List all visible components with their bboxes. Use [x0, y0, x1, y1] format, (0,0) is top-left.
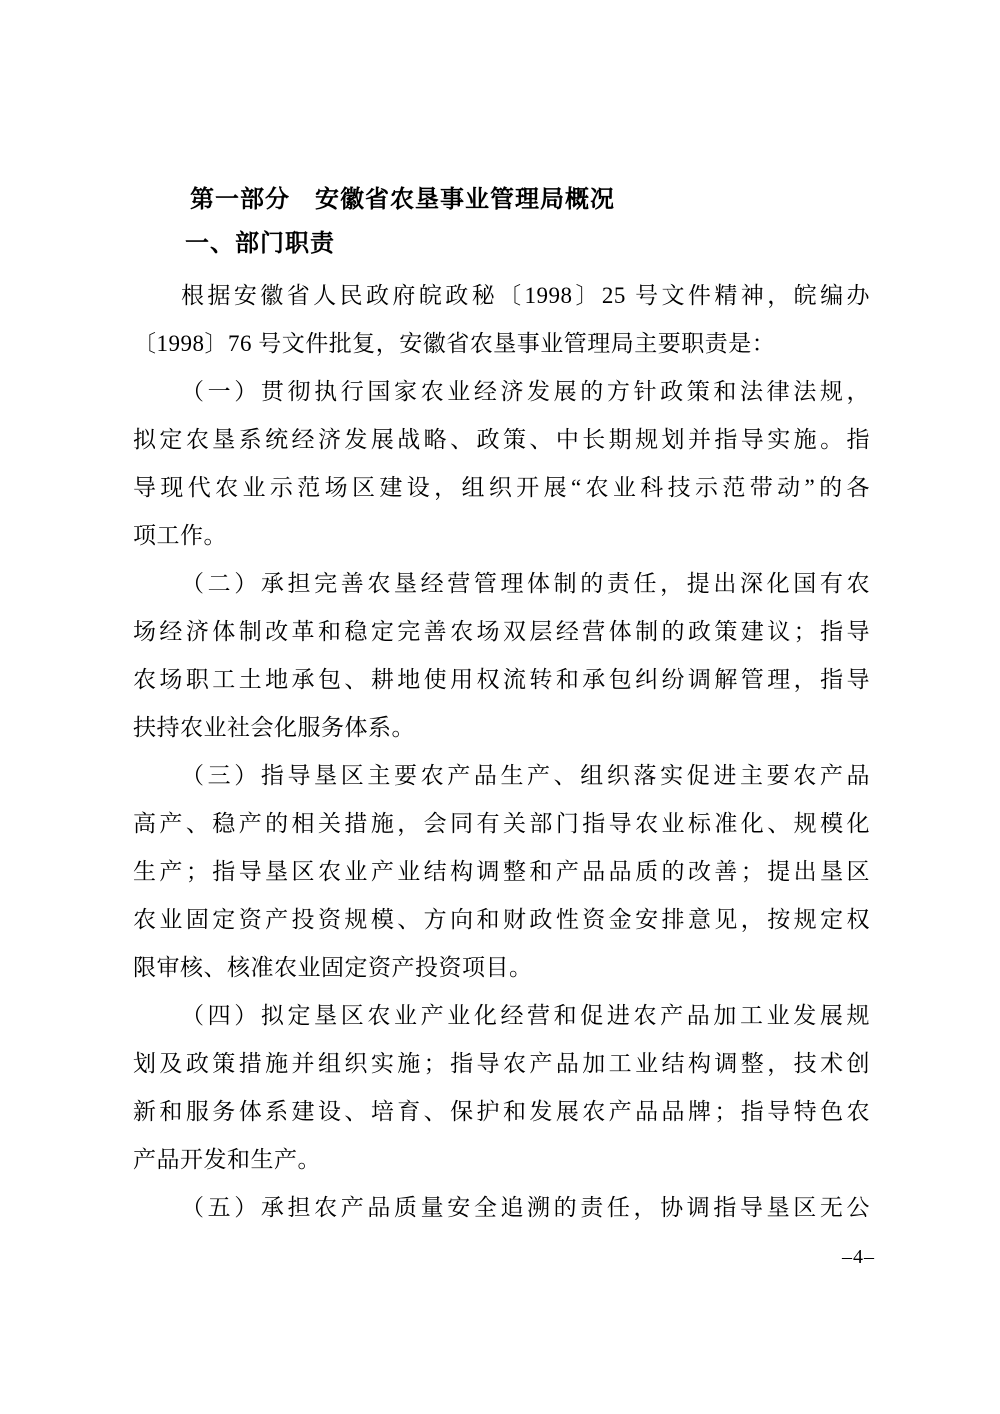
body-line: （二）承担完善农垦经营管理体制的责任，提出深化国有农 [181, 571, 870, 596]
section-heading: 一、部门职责 [185, 230, 335, 257]
body-line: （三）指导垦区主要农产品生产、组织落实促进主要农产品 [181, 763, 870, 788]
body-line: 高产、稳产的相关措施，会同有关部门指导农业标准化、规模化 [133, 811, 870, 836]
part-heading: 第一部分 安徽省农垦事业管理局概况 [190, 186, 615, 213]
body-line: 项工作。 [133, 523, 227, 548]
document-content [133, 178, 870, 1232]
body-line: 生产；指导垦区农业产业结构调整和产品品质的改善；提出垦区 [133, 859, 870, 884]
body-line: 限审核、核准农业固定资产投资项目。 [133, 955, 533, 980]
body-line: （四）拟定垦区农业产业化经营和促进农产品加工业发展规 [181, 1003, 870, 1028]
body-line: 农业固定资产投资规模、方向和财政性资金安排意见，按规定权 [133, 907, 870, 932]
body-line: 拟定农垦系统经济发展战略、政策、中长期规划并指导实施。指 [133, 427, 870, 452]
body-line: （一）贯彻执行国家农业经济发展的方针政策和法律法规， [181, 379, 870, 404]
document-body [133, 272, 870, 1232]
body-line: 新和服务体系建设、培育、保护和发展农产品品牌；指导特色农 [133, 1099, 870, 1124]
body-line: 划及政策措施并组织实施；指导农产品加工业结构调整，技术创 [133, 1051, 870, 1076]
body-line: 根据安徽省人民政府皖政秘〔1998〕25 号文件精神，皖编办 [181, 283, 870, 308]
body-line: 场经济体制改革和稳定完善农场双层经营体制的政策建议；指导 [133, 619, 870, 644]
body-line: （五）承担农产品质量安全追溯的责任，协调指导垦区无公 [181, 1195, 870, 1220]
body-line: 扶持农业社会化服务体系。 [133, 715, 415, 740]
body-line: 产品开发和生产。 [133, 1147, 321, 1172]
body-line: 〔1998〕76 号文件批复，安徽省农垦事业管理局主要职责是： [133, 331, 776, 356]
body-line: 导现代农业示范场区建设，组织开展“农业科技示范带动”的各 [133, 475, 870, 500]
page-number: –4– [842, 1246, 875, 1268]
body-line: 农场职工土地承包、耕地使用权流转和承包纠纷调解管理，指导 [133, 667, 870, 692]
